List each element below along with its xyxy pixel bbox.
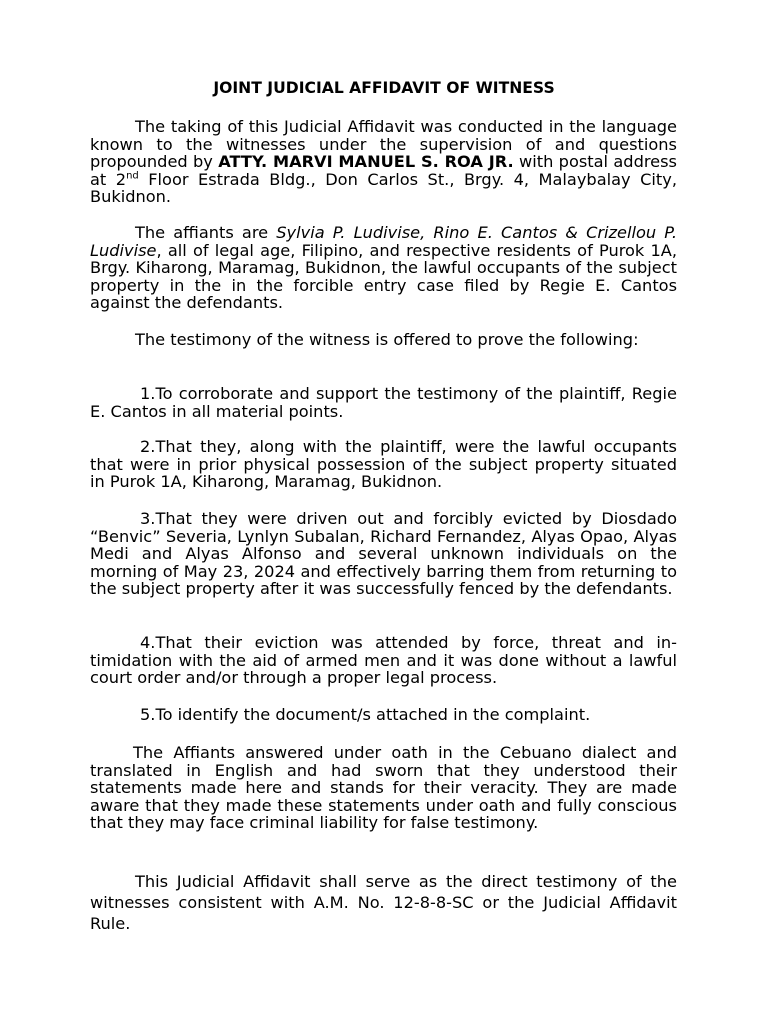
purpose-item-4: 4.That their eviction was attended by force, threat and intimidation with the aid of armed men and it was done without a lawful court order and/or through a proper legal process. bbox=[90, 633, 677, 688]
intro-text-a: The taking of this Judicial Affidavit was conducted in the language known to the witnesses under the supervision of and questions propounded by bbox=[90, 117, 677, 172]
paragraph-purpose: The testimony of the witness is offered to prove the following: bbox=[135, 330, 639, 349]
document-title: JOINT JUDICIAL AFFIDAVIT OF WITNESS bbox=[213, 79, 555, 97]
paragraph-oath: The Affiants answered under oath in the Cebuano dialect and translated in English and had sworn that they understood their statements made here and stands for their veracity. They are made aware that they made these statements under oath and fully conscious that they may face criminal liability for false testimony. bbox=[90, 743, 677, 833]
affiant-names: Sylvia P. Ludivise, Rino E. Cantos & Crizellou P. Ludivise bbox=[90, 223, 677, 260]
intro-text-c: Floor Estrada Bldg., Don Carlos St., Brgy. 4, Malaybalay City, Bukidnon. bbox=[90, 169, 677, 207]
paragraph-intro bbox=[90, 118, 677, 206]
purpose-item-3: 3.That they were driven out and forcibly evicted by Diosdado “Benvic” Severia, Lynlyn Subalan, Richard Fernandez, Alyas Opao, Alyas Medi and Alyas Alfonso and several unknown individuals on the morning of May 23, 2024 and effectively barring them from returning to the subject property after it was successfully fenced by the defendants. bbox=[90, 509, 677, 599]
paragraph-affiants bbox=[90, 224, 677, 312]
purpose-item-5: 5.To identify the document/s attached in the complaint. bbox=[140, 705, 591, 724]
paragraph-closing: This Judicial Affidavit shall serve as the direct testimony of the witnesses consistent with A.M. No. 12-8-8-SC or the Judicial Affidavit Rule. bbox=[90, 872, 677, 933]
affiants-text-b: , all of legal age, Filipino, and respective residents of Purok 1A, Brgy. Kiharong, Maramag, Bukidnon, the lawful occupants of the subject property in the in the forcible entry case filed by Regie E. Cantos against the defendants. bbox=[90, 240, 677, 313]
purpose-item-2: 2.That they, along with the plaintiff, were the lawful occupants that were in prior physical possession of the subject property situated in Purok 1A, Kiharong, Maramag, Bukidnon. bbox=[90, 437, 677, 492]
affiants-text-a: The affiants are bbox=[135, 223, 277, 242]
intro-text-b: with postal address at 2 bbox=[90, 152, 677, 189]
attorney-name: ATTY. MARVI MANUEL S. ROA JR. bbox=[218, 152, 514, 172]
ordinal-suffix: nd bbox=[126, 170, 139, 182]
purpose-item-1: 1.To corroborate and support the testimony of the plaintiff, Regie E. Cantos in all material points. bbox=[90, 384, 677, 421]
